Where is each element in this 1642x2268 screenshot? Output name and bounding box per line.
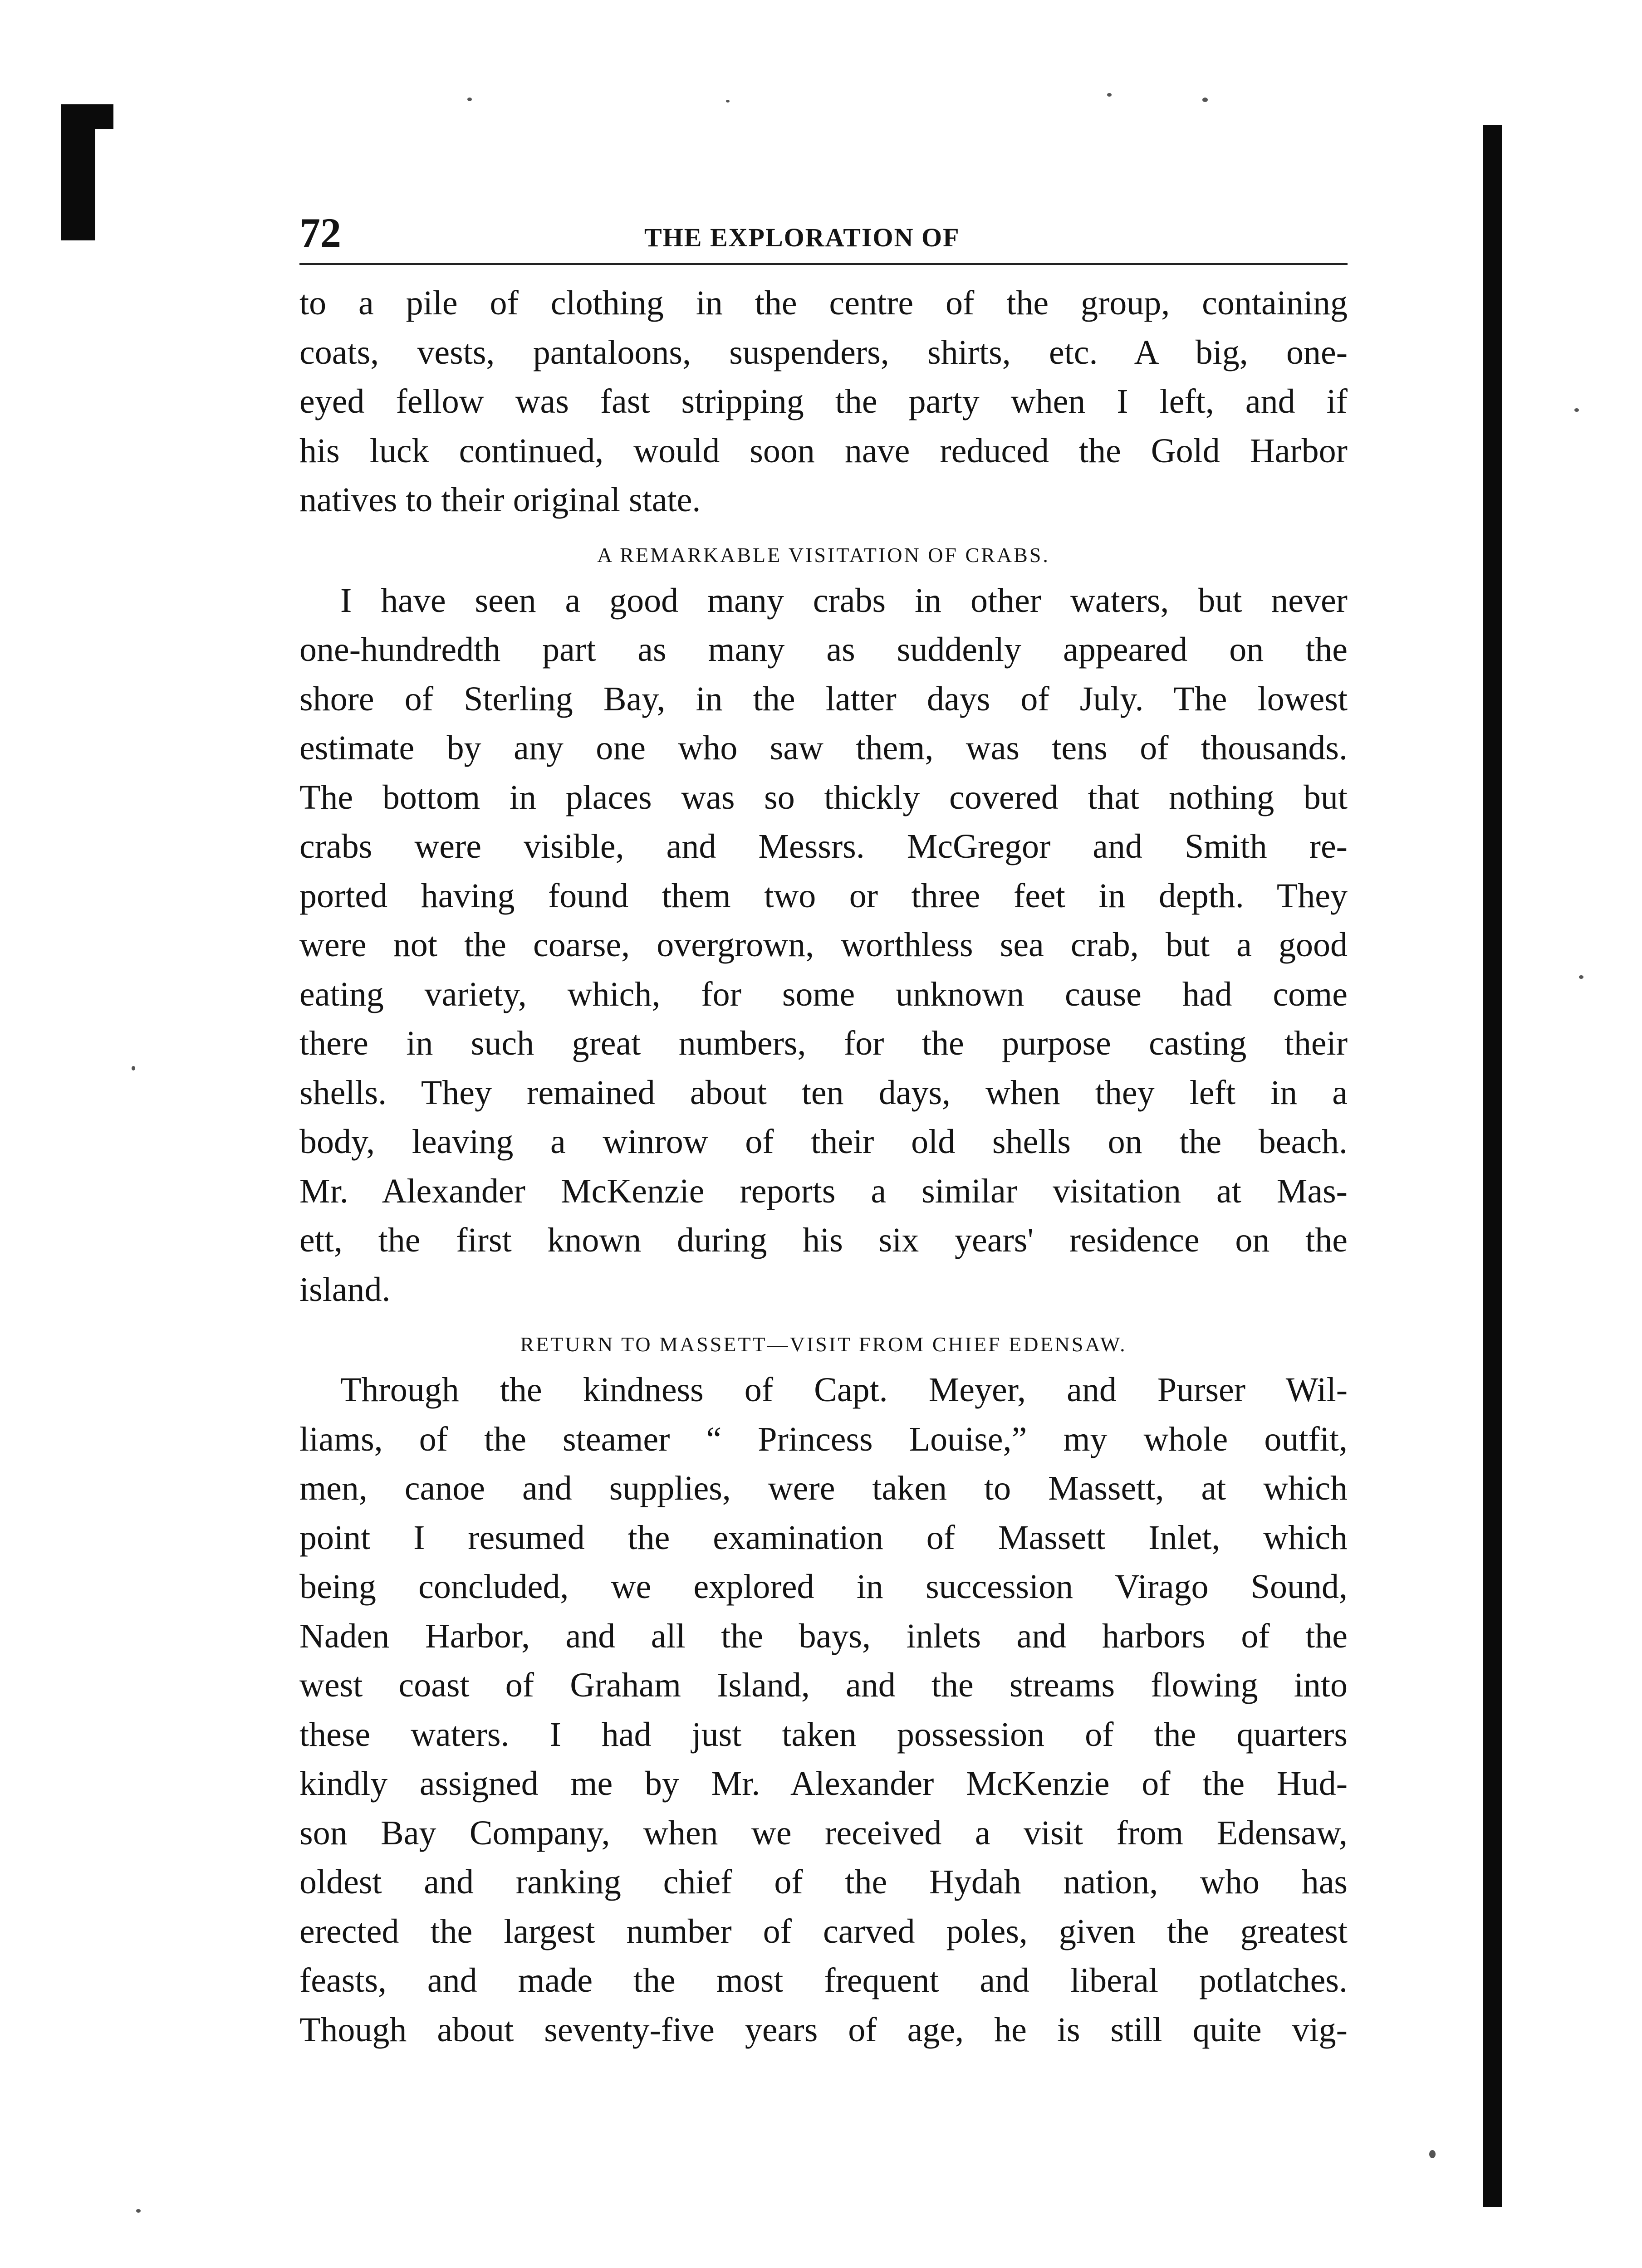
text-line: his luck continued, would soon nave reduced the Gold Harbor xyxy=(299,431,1348,470)
text-line: natives to their original state. xyxy=(299,481,701,519)
text-line: men, canoe and supplies, were taken to Massett, at which xyxy=(299,1469,1348,1507)
book-page xyxy=(299,200,1348,2054)
text-line: Through the kindness of Capt. Meyer, and Purser Wil- xyxy=(340,1371,1348,1409)
text-line: to a pile of clothing in the centre of the group, containing xyxy=(299,284,1348,322)
text-line: ett, the first known during his six years' residence on the xyxy=(299,1221,1348,1259)
scan-speck xyxy=(1202,98,1208,102)
text-line: Mr. Alexander McKenzie reports a similar visitation at Mas- xyxy=(299,1172,1348,1210)
text-line: eyed fellow was fast stripping the party when I left, and if xyxy=(299,382,1348,420)
text-line: point I resumed the examination of Massett Inlet, which xyxy=(299,1518,1348,1557)
text-line: one-hundredth part as many as suddenly appeared on the xyxy=(299,631,1348,669)
scan-speck xyxy=(1107,93,1112,97)
scan-speck xyxy=(1579,975,1583,979)
scan-edge-left xyxy=(61,104,95,240)
text-line: were not the coarse, overgrown, worthless sea crab, but a good xyxy=(299,926,1348,964)
text-line: oldest and ranking chief of the Hydah nation, who has xyxy=(299,1863,1348,1901)
text-line: liams, of the steamer “ Princess Louise,” my whole outfit, xyxy=(299,1420,1348,1458)
text-line: Though about seventy-five years of age, he is still quite vig- xyxy=(299,2010,1348,2049)
text-line: crabs were visible, and Messrs. McGregor and Smith re- xyxy=(299,827,1348,865)
page-number: 72 xyxy=(299,210,341,256)
text-line: ported having found them two or three feet in depth. They xyxy=(299,876,1348,915)
running-head xyxy=(299,200,1348,263)
paragraph-1 xyxy=(299,279,1348,525)
scan-speck xyxy=(132,1066,135,1070)
text-line: shells. They remained about ten days, when they left in a xyxy=(299,1073,1348,1112)
text-line: son Bay Company, when we received a visit from Edensaw, xyxy=(299,1813,1348,1852)
running-title: THE EXPLORATION OF xyxy=(644,223,960,252)
scan-edge-right xyxy=(1483,125,1502,2207)
text-line: I have seen a good many crabs in other waters, but never xyxy=(340,581,1348,620)
scan-speck xyxy=(1429,2150,1436,2158)
text-line: island. xyxy=(299,1270,391,1309)
scan-edge-left-notch xyxy=(95,104,113,129)
text-line: feasts, and made the most frequent and liberal potlatches. xyxy=(299,1961,1348,1999)
text-line: there in such great numbers, for the purpose casting their xyxy=(299,1024,1348,1062)
text-line: estimate by any one who saw them, was tens of thousands. xyxy=(299,729,1348,767)
text-line: these waters. I had just taken possession of the quarters xyxy=(299,1715,1348,1754)
text-line: The bottom in places was so thickly covered that nothing but xyxy=(299,778,1348,816)
text-line: Naden Harbor, and all the bays, inlets and harbors of the xyxy=(299,1617,1348,1655)
header-rule xyxy=(299,263,1348,265)
paragraph-3 xyxy=(299,1365,1348,2054)
scan-speck xyxy=(726,100,730,103)
text-line: body, leaving a winrow of their old shells on the beach. xyxy=(299,1123,1348,1161)
text-line: coats, vests, pantaloons, suspenders, shirts, etc. A big, one- xyxy=(299,333,1348,371)
text-line: erected the largest number of carved poles, given the greatest xyxy=(299,1912,1348,1950)
scan-speck xyxy=(467,98,472,101)
text-line: kindly assigned me by Mr. Alexander McKenzie of the Hud- xyxy=(299,1765,1348,1803)
text-line: eating variety, which, for some unknown cause had come xyxy=(299,975,1348,1013)
scan-speck xyxy=(1574,408,1579,412)
section-heading-return: RETURN TO MASSETT—VISIT FROM CHIEF EDENSAW. xyxy=(520,1333,1127,1356)
section-heading-crabs: A REMARKABLE VISITATION OF CRABS. xyxy=(597,543,1050,567)
scan-speck xyxy=(136,2209,141,2213)
text-line: being concluded, we explored in succession Virago Sound, xyxy=(299,1568,1348,1606)
paragraph-2 xyxy=(299,576,1348,1315)
text-line: west coast of Graham Island, and the streams flowing into xyxy=(299,1666,1348,1704)
text-line: shore of Sterling Bay, in the latter days of July. The lowest xyxy=(299,679,1348,718)
